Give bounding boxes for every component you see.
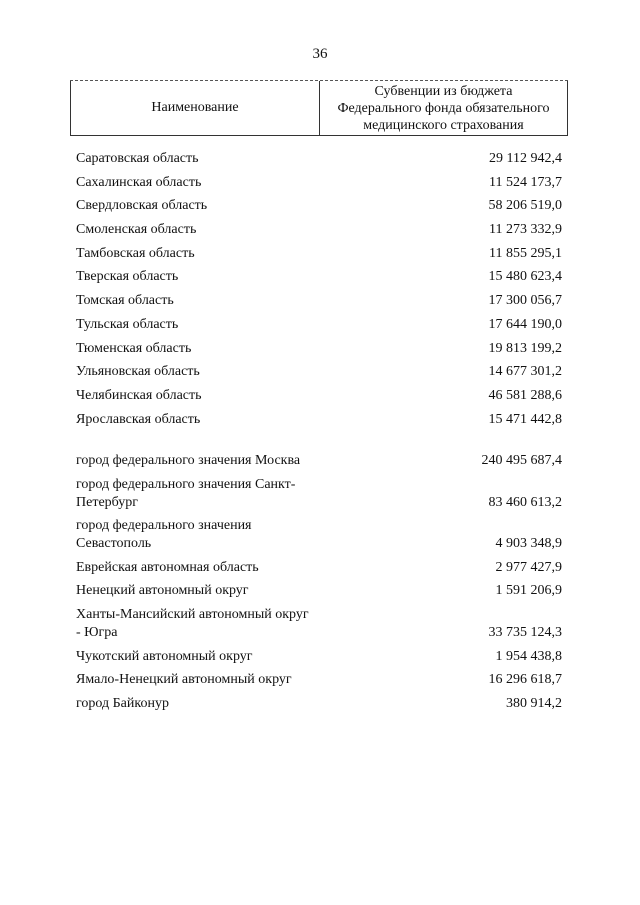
subvention-value: 29 112 942,4 — [489, 151, 562, 166]
region-name: Смоленская область — [76, 222, 197, 238]
subvention-value: 17 644 190,0 — [488, 316, 562, 332]
table-header — [70, 80, 568, 136]
subvention-value: 15 480 623,4 — [488, 269, 562, 285]
subvention-value: 15 471 442,8 — [488, 411, 562, 427]
region-name: город федерального значения Севастополь — [76, 518, 252, 552]
table-row — [76, 150, 562, 168]
subvention-value: 240 495 687,4 — [481, 453, 562, 469]
table-row — [76, 606, 562, 642]
region-name: Томская область — [76, 293, 174, 309]
table-body — [76, 150, 562, 719]
table-row — [76, 363, 562, 381]
region-name: Тульская область — [76, 316, 179, 332]
subvention-value: 33 735 124,3 — [488, 625, 562, 641]
table-row — [76, 245, 562, 263]
region-name: Свердловская область — [76, 198, 208, 214]
column-header-line: медицинского страхования — [363, 117, 524, 133]
table-row — [76, 517, 562, 553]
table-row — [76, 174, 562, 192]
subvention-value: 19 813 199,2 — [488, 340, 562, 356]
table-row — [76, 268, 562, 286]
table-row — [76, 582, 562, 600]
table-row — [76, 316, 562, 334]
region-name: город федерального значения Санкт-Петербург — [76, 476, 296, 510]
region-name: город Байконур — [76, 696, 169, 711]
table-row — [76, 695, 562, 713]
region-name: Ямало-Ненецкий автономный округ — [76, 672, 292, 688]
region-name: Тверская область — [76, 269, 179, 285]
subvention-value: 14 677 301,2 — [488, 364, 562, 380]
table-row — [76, 411, 562, 429]
column-header-line: Федерального фонда обязательного — [337, 100, 550, 116]
subvention-value: 1 591 206,9 — [495, 583, 562, 599]
subvention-value: 1 954 438,8 — [495, 648, 562, 664]
column-header-line: Субвенции из бюджета — [374, 83, 513, 99]
table-row — [76, 434, 562, 470]
region-name: Ульяновская область — [76, 364, 200, 380]
table-row — [76, 476, 562, 512]
region-name: Челябинская область — [76, 387, 202, 403]
table-row — [76, 197, 562, 215]
region-name: город федерального значения Москва — [76, 453, 301, 469]
table-row — [76, 387, 562, 405]
page-number: 36 — [312, 46, 328, 62]
table-row — [76, 292, 562, 310]
region-name: Чукотский автономный округ — [76, 648, 253, 664]
region-name: Ярославская область — [76, 411, 201, 427]
region-name: Тюменская область — [76, 340, 192, 356]
subvention-value: 58 206 519,0 — [488, 198, 562, 214]
region-name: Сахалинская область — [76, 174, 202, 190]
subvention-value: 11 524 173,7 — [489, 174, 562, 190]
subvention-value: 4 903 348,9 — [495, 536, 562, 552]
region-name: Ненецкий автономный округ — [76, 583, 249, 599]
table-row — [76, 340, 562, 358]
subvention-value: 46 581 288,6 — [488, 387, 562, 403]
region-name: Еврейская автономная область — [76, 559, 259, 575]
region-name: Саратовская область — [76, 151, 199, 166]
subvention-value: 16 296 618,7 — [488, 672, 562, 688]
table-row — [76, 671, 562, 689]
table-row — [76, 559, 562, 577]
subvention-value: 380 914,2 — [506, 696, 562, 711]
region-name: Ханты-Мансийский автономный округ - Югра — [76, 607, 309, 641]
region-name: Тамбовская область — [76, 245, 195, 261]
subvention-value: 2 977 427,9 — [495, 559, 562, 575]
column-header-subventions — [320, 81, 568, 135]
column-header-name: Наименование — [70, 81, 320, 135]
subvention-value: 11 273 332,9 — [489, 222, 562, 238]
subvention-value: 11 855 295,1 — [489, 245, 562, 261]
subvention-value: 17 300 056,7 — [488, 293, 562, 309]
subvention-value: 83 460 613,2 — [488, 494, 562, 510]
table-row — [76, 221, 562, 239]
table-row — [76, 648, 562, 666]
